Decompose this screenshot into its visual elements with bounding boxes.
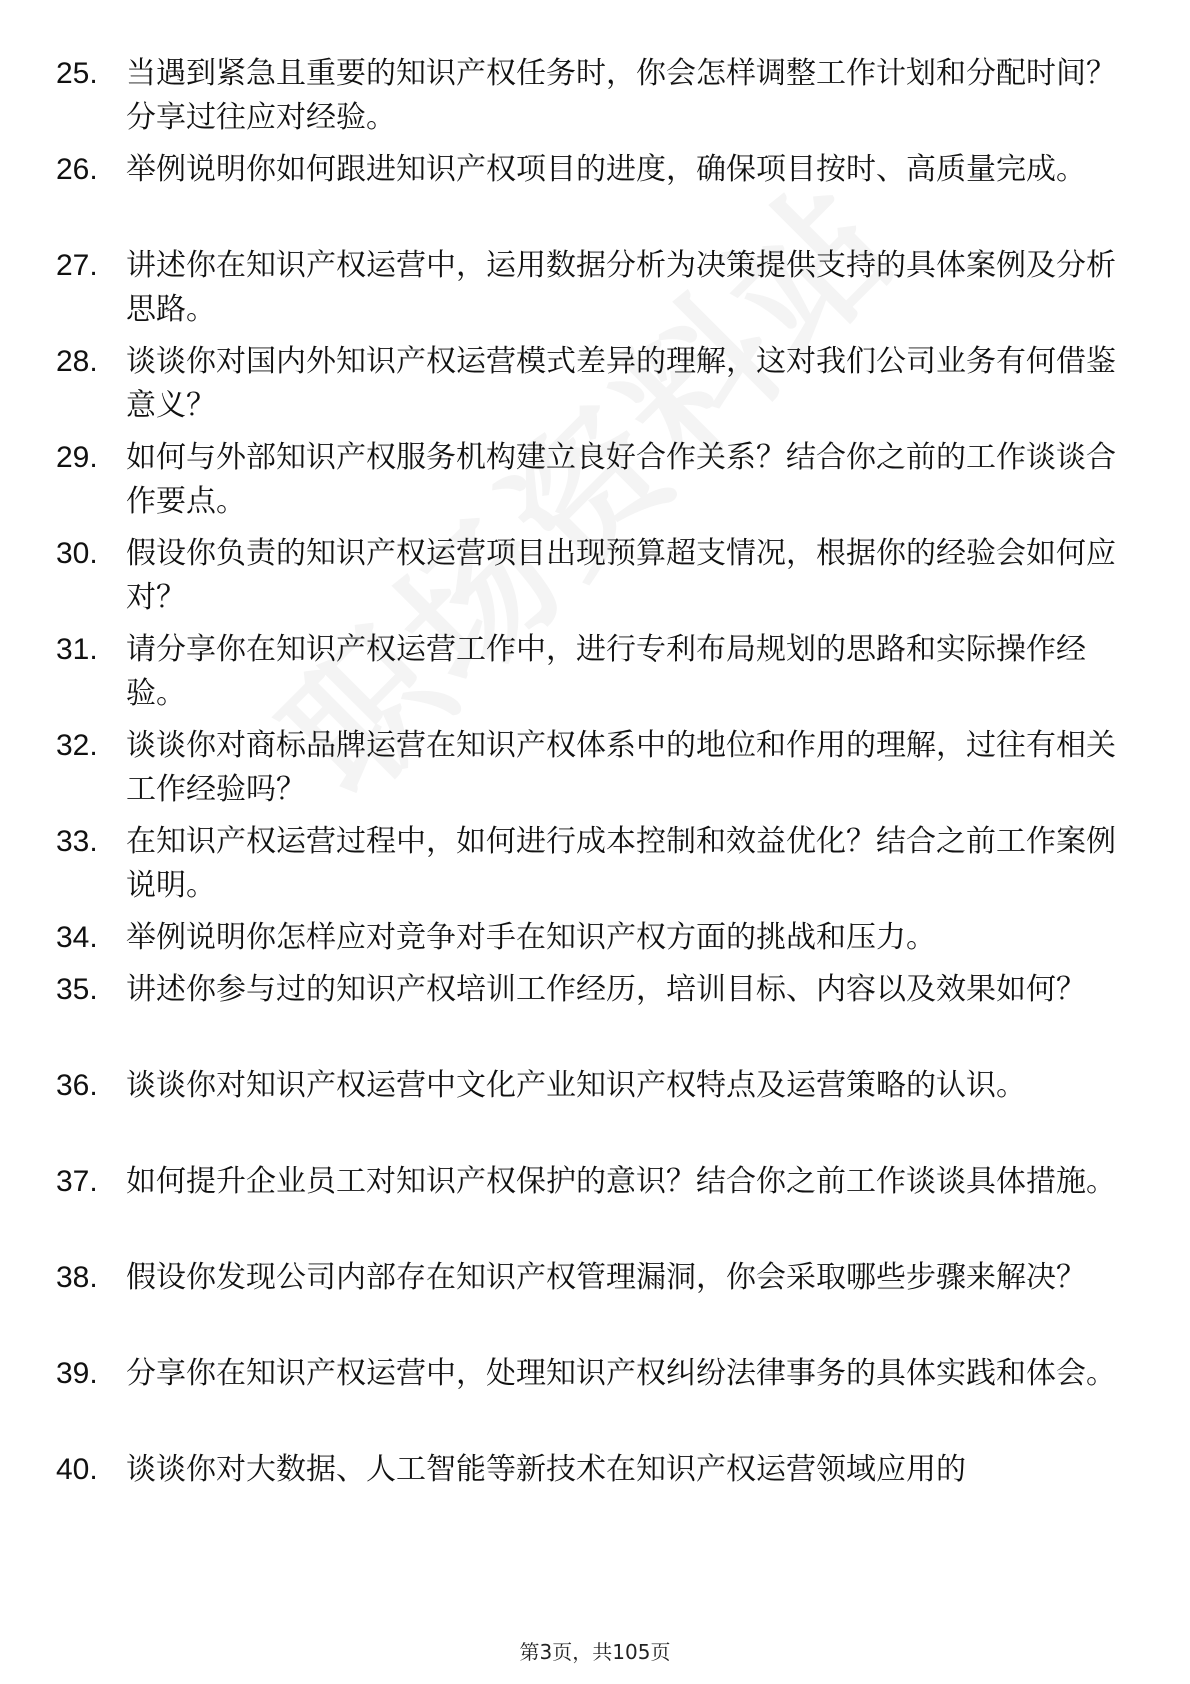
question-number: 29. xyxy=(56,441,98,474)
question-number: 40. xyxy=(56,1453,98,1486)
list-item xyxy=(56,1064,1116,1160)
question-number: 32. xyxy=(56,729,98,762)
list-item xyxy=(56,1448,1116,1496)
question-text: 请分享你在知识产权运营工作中，进行专利布局规划的思路和实际操作经验。 xyxy=(126,632,1086,711)
question-text: 假设你发现公司内部存在知识产权管理漏洞，你会采取哪些步骤来解决？ xyxy=(126,1260,1086,1295)
question-text: 当遇到紧急且重要的知识产权任务时，你会怎样调整工作计划和分配时间？分享过往应对经验。 xyxy=(126,56,1116,135)
question-text: 如何提升企业员工对知识产权保护的意识？结合你之前工作谈谈具体措施。 xyxy=(126,1164,1116,1199)
list-item xyxy=(56,340,1116,436)
question-text: 讲述你在知识产权运营中，运用数据分析为决策提供支持的具体案例及分析思路。 xyxy=(126,248,1116,327)
question-number: 36. xyxy=(56,1069,98,1102)
list-item xyxy=(56,52,1116,148)
question-number: 34. xyxy=(56,921,98,954)
list-item xyxy=(56,820,1116,916)
question-number: 39. xyxy=(56,1357,98,1390)
question-text: 谈谈你对国内外知识产权运营模式差异的理解，这对我们公司业务有何借鉴意义？ xyxy=(126,344,1116,423)
question-text: 举例说明你怎样应对竞争对手在知识产权方面的挑战和压力。 xyxy=(126,920,936,955)
list-item xyxy=(56,968,1116,1064)
question-number: 35. xyxy=(56,973,98,1006)
question-number: 30. xyxy=(56,537,98,570)
question-text: 分享你在知识产权运营中，处理知识产权纠纷法律事务的具体实践和体会。 xyxy=(126,1356,1116,1391)
list-item xyxy=(56,724,1116,820)
question-number: 26. xyxy=(56,153,98,186)
list-item xyxy=(56,628,1116,724)
question-number: 31. xyxy=(56,633,98,666)
question-text: 谈谈你对商标品牌运营在知识产权体系中的地位和作用的理解，过往有相关工作经验吗？ xyxy=(126,728,1116,807)
list-item xyxy=(56,436,1116,532)
question-text: 谈谈你对大数据、人工智能等新技术在知识产权运营领域应用的 xyxy=(126,1452,966,1487)
list-item xyxy=(56,1352,1116,1448)
list-item xyxy=(56,1160,1116,1256)
question-number: 27. xyxy=(56,249,98,282)
question-text: 举例说明你如何跟进知识产权项目的进度，确保项目按时、高质量完成。 xyxy=(126,152,1086,187)
question-number: 25. xyxy=(56,57,98,90)
question-text: 如何与外部知识产权服务机构建立良好合作关系？结合你之前的工作谈谈合作要点。 xyxy=(126,440,1116,519)
list-item xyxy=(56,244,1116,340)
question-list xyxy=(56,52,1116,1496)
question-number: 37. xyxy=(56,1165,98,1198)
list-item xyxy=(56,532,1116,628)
question-text: 讲述你参与过的知识产权培训工作经历，培训目标、内容以及效果如何？ xyxy=(126,972,1086,1007)
question-text: 假设你负责的知识产权运营项目出现预算超支情况，根据你的经验会如何应对？ xyxy=(126,536,1116,615)
question-text: 在知识产权运营过程中，如何进行成本控制和效益优化？结合之前工作案例说明。 xyxy=(126,824,1116,903)
list-item xyxy=(56,1256,1116,1352)
question-text: 谈谈你对知识产权运营中文化产业知识产权特点及运营策略的认识。 xyxy=(126,1068,1026,1103)
list-item xyxy=(56,916,1116,968)
list-item xyxy=(56,148,1116,244)
page-footer: 第3页，共105页 xyxy=(519,1640,671,1664)
question-number: 28. xyxy=(56,345,98,378)
question-number: 38. xyxy=(56,1261,98,1294)
question-number: 33. xyxy=(56,825,98,858)
